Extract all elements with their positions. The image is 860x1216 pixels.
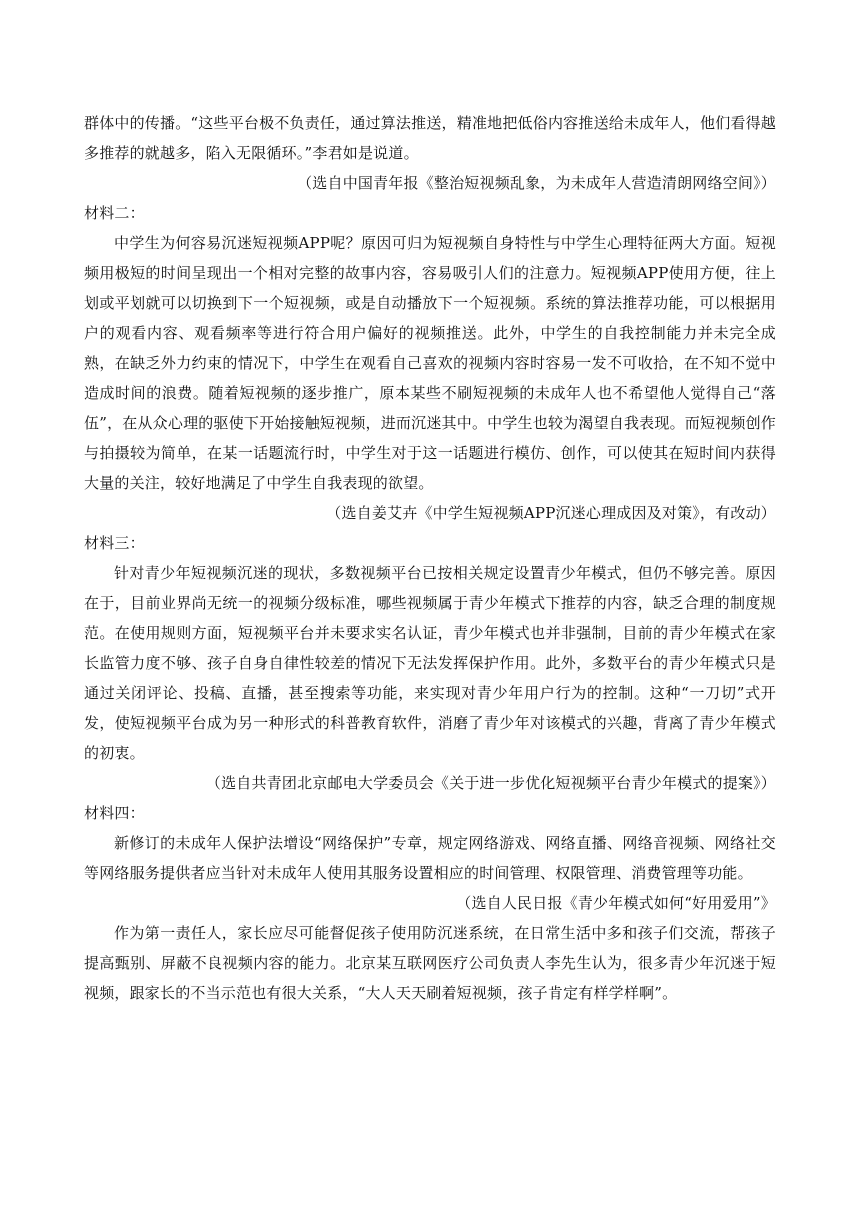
material-two-heading: 材料二： <box>84 204 145 222</box>
document-page <box>84 108 776 1008</box>
paragraph-parents: 作为第一责任人，家长应尽可能督促孩子使用防沉迷系统，在日常生活中多和孩子们交流，帮孩子提高甄别、屏蔽不良视频内容的能力。北京某互联网医疗公司负责人李先生认为，很多青少年沉迷于短视频，跟家长的不当示范也有很大关系，“大人天天刷着短视频，孩子肯定有样学样啊”。 <box>84 924 776 1002</box>
material-four-heading: 材料四： <box>84 804 145 822</box>
paragraph-spread-quote: 群体中的传播。“这些平台极不负责任，通过算法推送，精准地把低俗内容推送给未成年人，他们看得越多推荐的就越多，陷入无限循环。”李君如是说道。 <box>84 114 776 162</box>
material-three-heading: 材料三： <box>84 534 145 552</box>
paragraph-addiction-causes: 中学生为何容易沉迷短视频APP呢？原因可归为短视频自身特性与中学生心理特征两大方面。短视频用极短的时间呈现出一个相对完整的故事内容，容易吸引人们的注意力。短视频APP使用方便，往上划或平划就可以切换到下一个短视频，或是自动播放下一个短视频。系统的算法推荐功能，可以根据用户的观看内容、观看频率等进行符合用户偏好的视频推送。此外，中学生的自我控制能力并未完全成熟，在缺乏外力约束的情况下，中学生在观看自己喜欢的视频内容时容易一发不可收拾，在不知不觉中造成时间的浪费。随着短视频的逐步推广，原本某些不刷短视频的未成年人也不希望他人觉得自己“落伍”，在从众心理的驱使下开始接触短视频，进而沉迷其中。中学生也较为渴望自我表现。而短视频创作与拍摄较为简单，在某一话题流行时，中学生对于这一话题进行模仿、创作，可以使其在短时间内获得大量的关注，较好地满足了中学生自我表现的欲望。 <box>84 234 776 492</box>
paragraph-protection-law: 新修订的未成年人保护法增设“网络保护”专章，规定网络游戏、网络直播、网络音视频、网络社交等网络服务提供者应当针对未成年人使用其服务设置相应的时间管理、权限管理、消费管理等功能。 <box>84 834 776 882</box>
source-citation-cyol: （选自中国青年报《整治短视频乱象，为未成年人营造清朗网络空间》） <box>297 174 776 192</box>
source-citation-peoples-daily: （选自人民日报《青少年模式如何“好用爱用”》 <box>456 894 776 912</box>
source-citation-jiang: （选自姜艾卉《中学生短视频APP沉迷心理成因及对策》，有改动） <box>326 504 776 522</box>
source-citation-bupt: （选自共青团北京邮电大学委员会《关于进一步优化短视频平台青少年模式的提案》） <box>205 774 776 792</box>
paragraph-youth-mode: 针对青少年短视频沉迷的现状，多数视频平台已按相关规定设置青少年模式，但仍不够完善。原因在于，目前业界尚无统一的视频分级标准，哪些视频属于青少年模式下推荐的内容，缺乏合理的制度规范。在使用规则方面，短视频平台并未要求实名认证，青少年模式也并非强制，目前的青少年模式在家长监管力度不够、孩子自身自律性较差的情况下无法发挥保护作用。此外，多数平台的青少年模式只是通过关闭评论、投稿、直播，甚至搜索等功能，来实现对青少年用户行为的控制。这种“一刀切”式开发，使短视频平台成为另一种形式的科普教育软件，消磨了青少年对该模式的兴趣，背离了青少年模式的初衷。 <box>84 564 776 762</box>
